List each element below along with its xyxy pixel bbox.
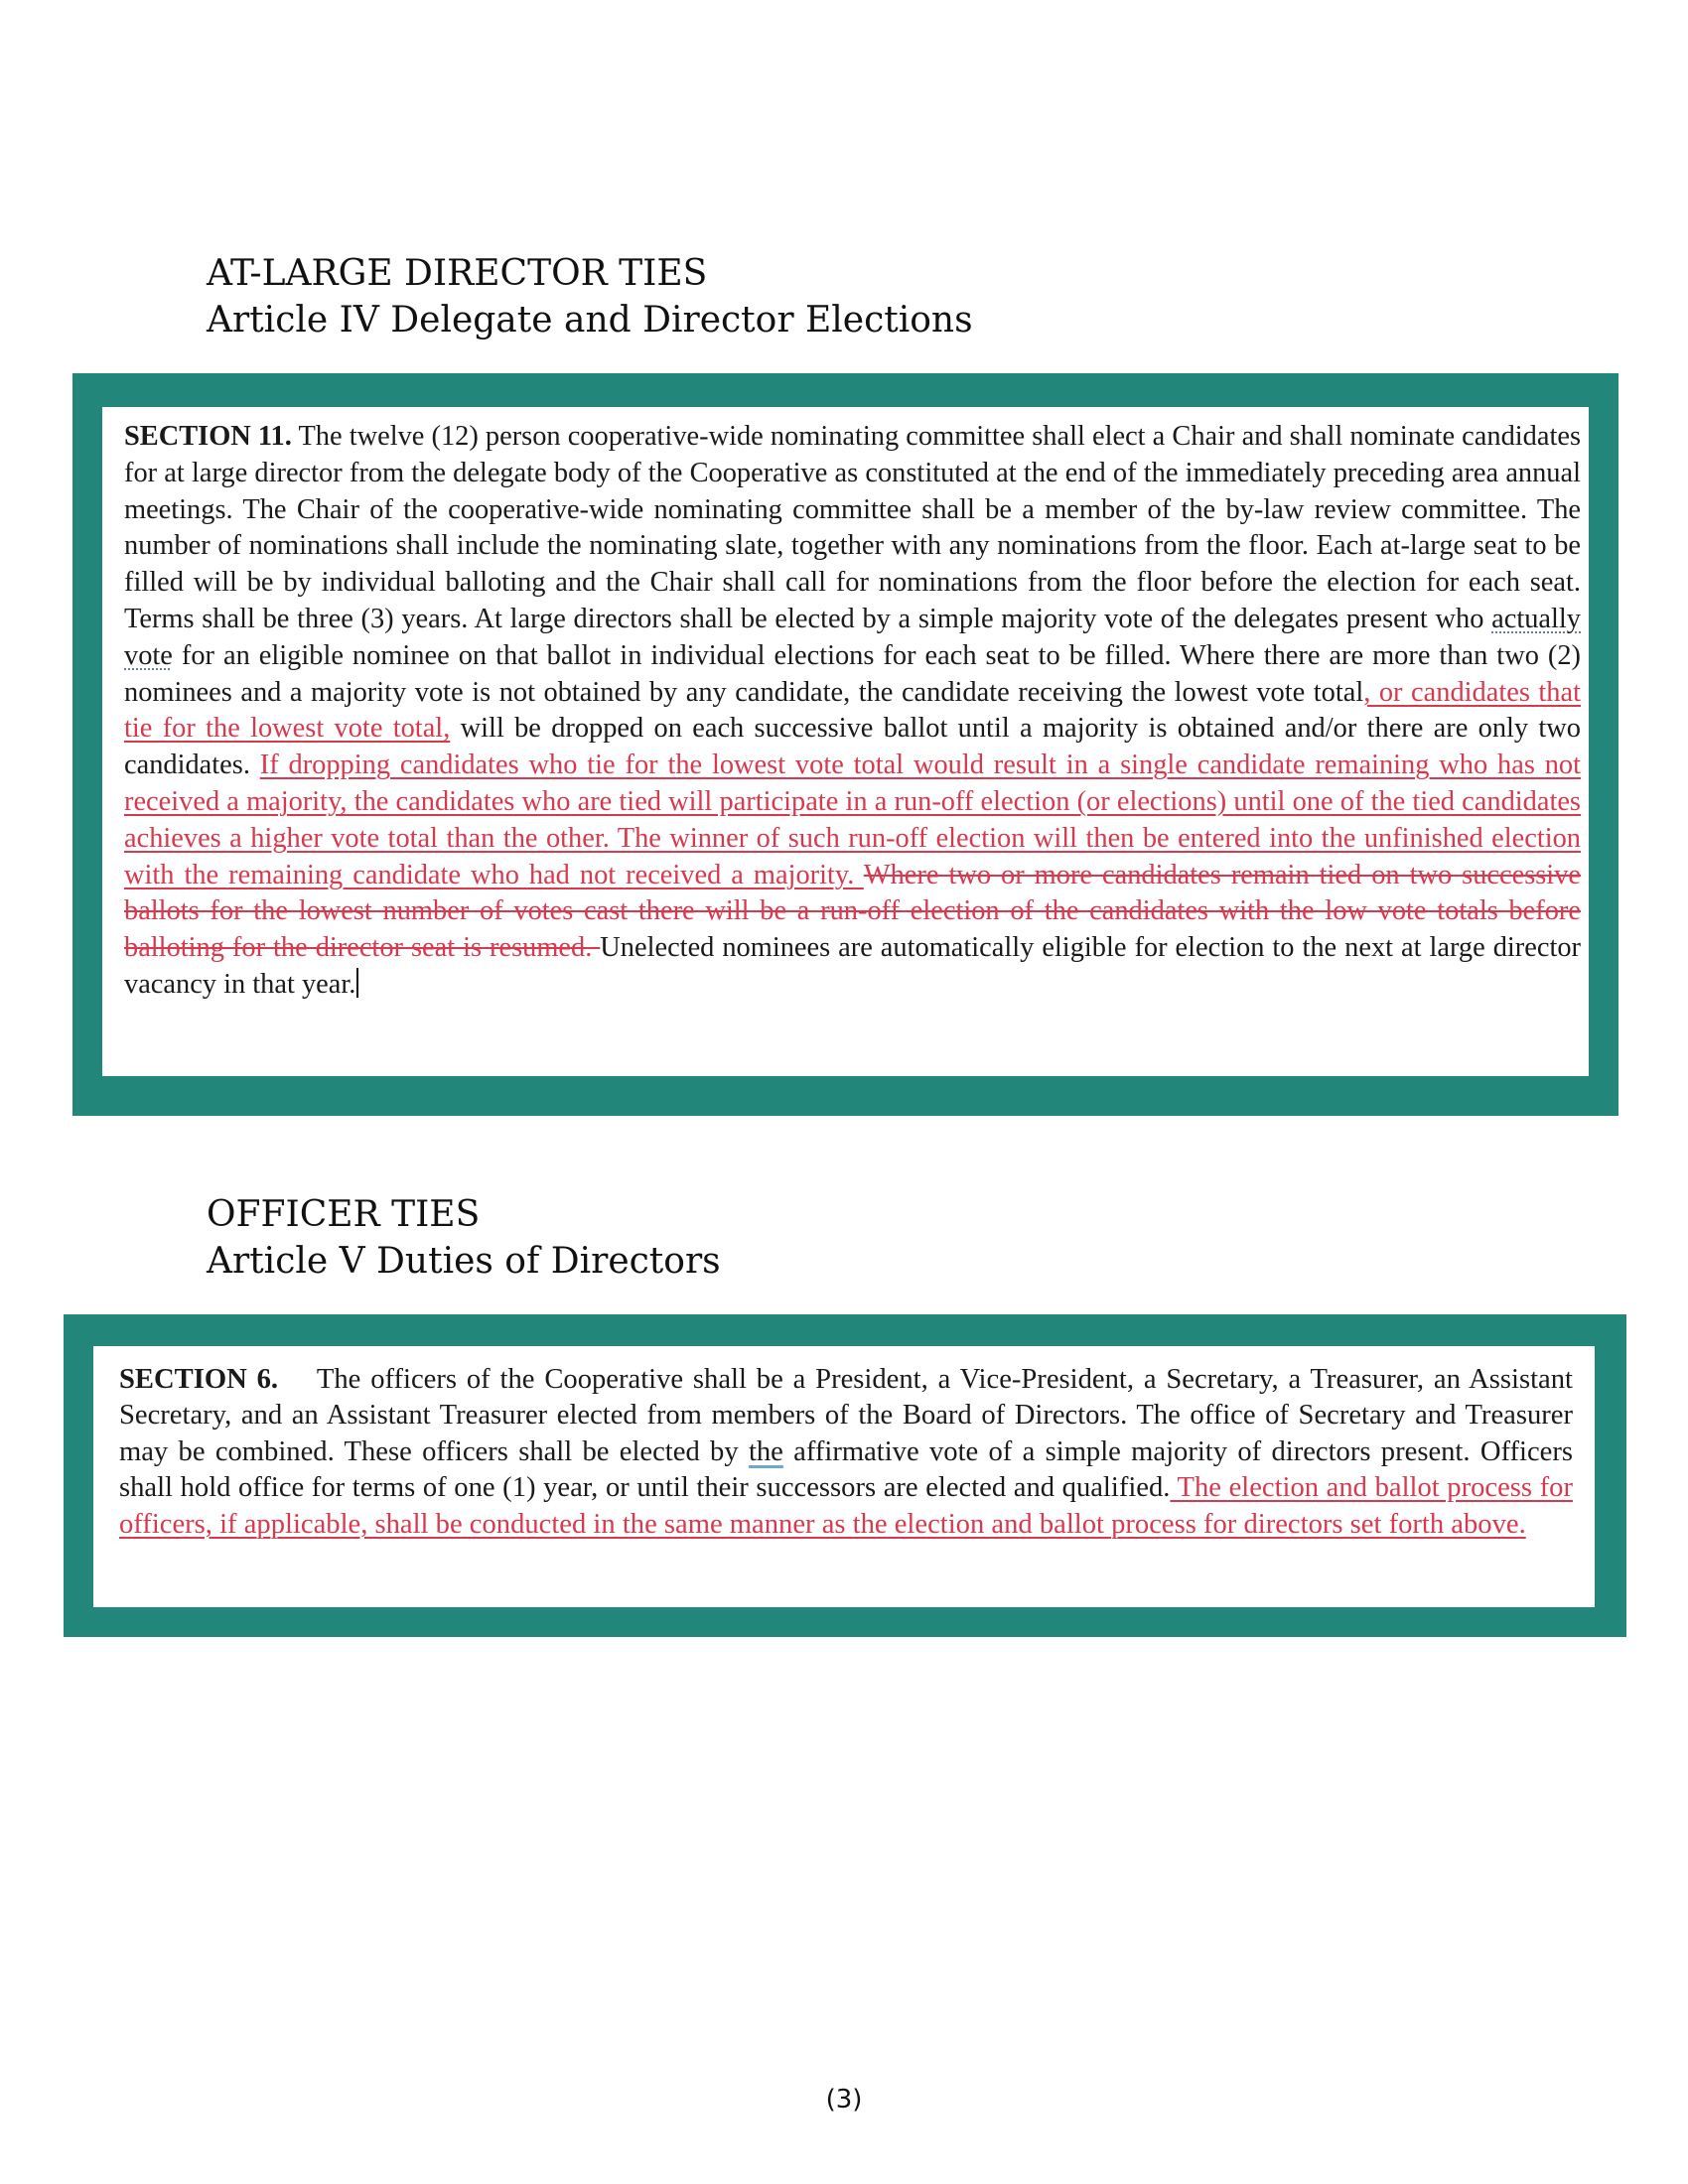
body-text: will be dropped on each successive ballot until a majority is obtained and/or there are only two candidates.	[124, 713, 1581, 781]
section-heading-officer	[207, 1191, 721, 1285]
flagged-phrase: actually vote	[124, 603, 1581, 671]
section-label: SECTION 6.	[119, 1364, 279, 1395]
heading-subtitle: Article V Duties of Directors	[207, 1241, 721, 1282]
body-text: Unelected nominees are automatically eligible for election to the next at large director vacancy in that year.	[124, 932, 1581, 1000]
body-text: The twelve (12) person cooperative-wide nominating committee shall elect a Chair and shall nominate candidates for at large director from the delegate body of the Cooperative as constituted at the end of the immediately preceding area annual meetings. The Chair of the cooperative-wide nominating committee shall be a member of the by-law review committee. The number of nominations shall include the nominating slate, together with any nominations from the floor. Each at-large seat to be filled will be by individual balloting and the Chair shall call for nominations from the floor before the election for each seat. Terms shall be three (3) years. At large directors shall be elected by a simple majority vote of the delegates present who	[124, 421, 1581, 634]
bylaw-excerpt-frame-section-6	[64, 1314, 1626, 1637]
flagged-word: the	[748, 1435, 783, 1467]
text-cursor	[356, 968, 358, 998]
page-number: (3)	[825, 2085, 863, 2115]
heading-subtitle: Article IV Delegate and Director Elections	[207, 300, 973, 341]
section-heading-at-large	[207, 250, 973, 343]
bylaw-excerpt-frame-section-11	[72, 373, 1618, 1116]
inserted-text: The election and ballot process for officers, if applicable, shall be conducted in the same manner as the election and ballot process for directors set forth above.	[119, 1472, 1573, 1540]
section-label: SECTION 11.	[124, 421, 292, 452]
bylaw-excerpt-section-6	[93, 1346, 1595, 1607]
body-text: The officers of the Cooperative shall be a President, a Vice-President, a Secretary, a Treasurer, an Assistant Secretary, and an Assistant Treasurer elected from members of the Board of Directors. The office of Secretary and Treasurer may be combined. These officers shall be elected by	[119, 1364, 1581, 1467]
bylaw-excerpt-section-11	[102, 407, 1589, 1076]
heading-title: AT-LARGE DIRECTOR TIES	[207, 253, 708, 294]
inserted-text: , or candidates that tie for the lowest vote total,	[124, 676, 1581, 745]
body-text: affirmative vote of a simple majority of directors present. Officers shall hold office for terms of one (1) year, or until their successors are elected and qualified.	[119, 1435, 1573, 1504]
deleted-text: Where two or more candidates remain tied on two successive ballots for the lowest number of votes cast there will be a run-off election of the candidates with the low vote totals before balloting for the director seat is resumed.	[124, 859, 1581, 964]
body-text: for an eligible nominee on that ballot in individual elections for each seat to be filled. Where there are more than two (2) nominees and a majority vote is not obtained by any candidate, the candidate receiving the lowest vote total	[124, 639, 1581, 708]
heading-title: OFFICER TIES	[207, 1194, 481, 1235]
inserted-text: If dropping candidates who tie for the lowest vote total would result in a single candidate remaining who has not received a majority, the candidates who are tied will participate in a run-off election (or elections) until one of the tied candidates achieves a higher vote total than the other. The winner of such run-off election will then be entered into the unfinished election with the remaining candidate who had not received a majority.	[124, 750, 1581, 890]
